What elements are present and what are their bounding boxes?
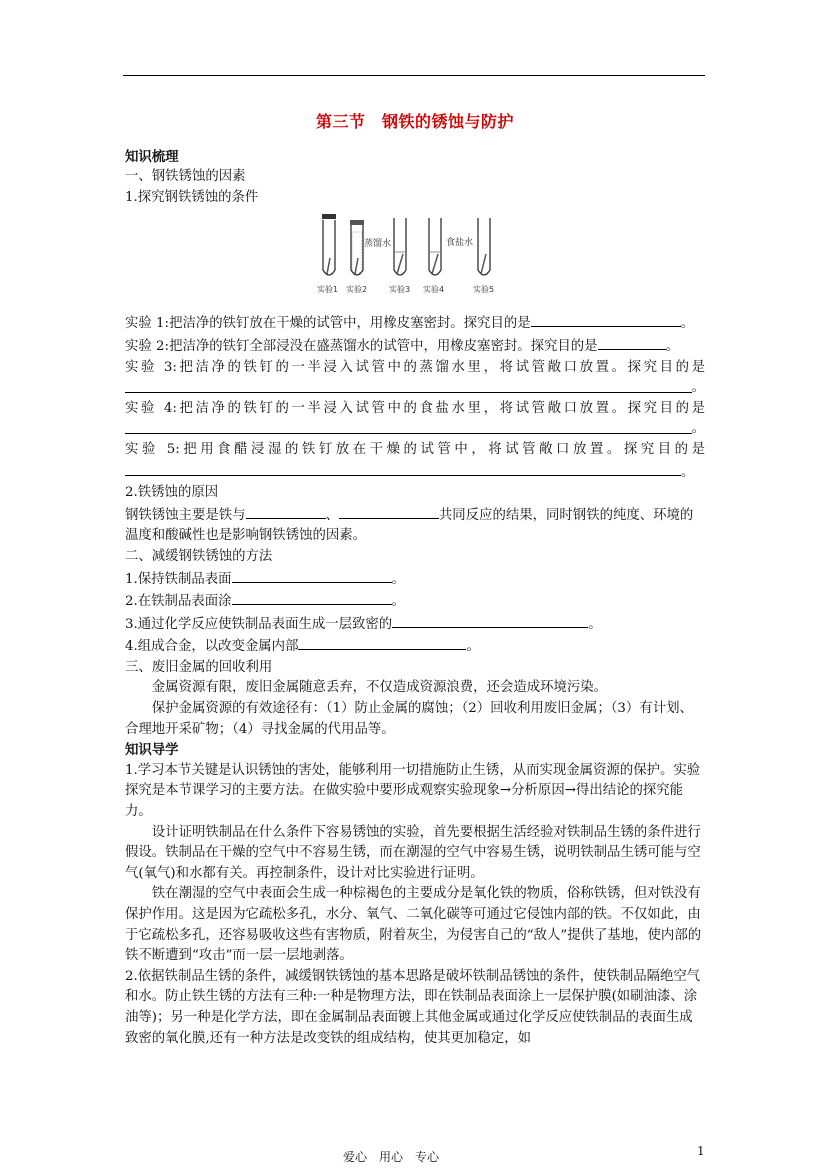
- label-exp2: 实验2: [346, 285, 368, 295]
- cause-text-a: 钢铁锈蚀主要是铁与: [125, 507, 246, 523]
- answer-blank[interactable]: [246, 504, 326, 519]
- part-heading-1: 一、钢铁锈蚀的因素: [125, 169, 246, 185]
- experiment-2: [125, 335, 705, 358]
- tube-4: [429, 218, 441, 275]
- answer-blank[interactable]: [298, 635, 466, 650]
- label-exp1: 实验1: [317, 285, 339, 295]
- label-salt-water: 食盐水: [446, 238, 474, 249]
- cause-text-c: 共同反应的结果，同时钢铁的纯度、环境的温度和酸碱性也是影响钢铁锈蚀的因素。: [125, 507, 694, 544]
- answer-blank[interactable]: [531, 312, 681, 327]
- answer-blank[interactable]: [232, 590, 392, 605]
- label-exp5: 实验5: [473, 285, 495, 295]
- method-4-text: 4.组成合金，以改变金属内部: [125, 639, 299, 655]
- experiment-figure: [125, 210, 705, 312]
- method-4-end: 。: [466, 639, 480, 655]
- experiment-3: 实验 3:把洁净的铁钉的一半浸入试管中的蒸馏水里，将试管敞口放置。探究目的是: [125, 359, 705, 375]
- answer-blank[interactable]: [392, 613, 588, 628]
- page-number: 1: [697, 1144, 705, 1158]
- header-rule: [123, 75, 705, 76]
- answer-blank[interactable]: [339, 504, 439, 519]
- sub-heading-1: 1.探究钢铁锈蚀的条件: [125, 189, 259, 205]
- page-title: 第三节 钢铁的锈蚀与防护: [315, 112, 514, 131]
- method-1: [125, 568, 705, 591]
- part-heading-2: 二、减缓钢铁锈蚀的方法: [125, 548, 273, 564]
- method-4: [125, 635, 705, 658]
- guide-para-4: 2.依据铁制品生锈的条件，减缓钢铁锈蚀的基本思路是破坏铁制品锈蚀的条件，使铁制品隔绝空气和水。防止铁生锈的方法有三种:一种是物理方法，即在铁制品表面涂上一层保护膜(如刷油漆、涂油等)；另一种是化学方法，即在金属制品表面镀上其他金属或通过化学反应使铁制品的表面生成致密的氧化膜,还有一种方法是改变铁的组成结构，使其更加稳定，如: [125, 968, 701, 1046]
- exp1-text: 实验 1:把洁净的铁钉放在干燥的试管中，用橡皮塞密封。探究目的是: [125, 316, 531, 332]
- cause-text-b: 、: [325, 507, 339, 523]
- label-exp4: 实验4: [423, 285, 445, 295]
- method-2-text: 2.在铁制品表面涂: [125, 594, 232, 610]
- answer-blank[interactable]: [125, 378, 692, 393]
- exp1-end: 。: [680, 316, 695, 332]
- guide-para-1: 1.学习本节关键是认识锈蚀的害处，能够利用一切措施防止生锈，从而实现金属资源的保护。实验探究是本节课学习的主要方法。在做实验中要形成观察实验现象→分析原因→得出结论的探究能力。: [125, 762, 701, 820]
- answer-blank[interactable]: [125, 419, 692, 434]
- experiment-4: 实验 4:把洁净的铁钉的一半浸入试管中的食盐水里，将试管敞口放置。探究目的是: [125, 400, 705, 416]
- section-heading-knowledge: 知识梳理: [125, 148, 179, 165]
- exp4-end: 。: [691, 421, 705, 437]
- tube-3: [394, 218, 406, 275]
- answer-blank[interactable]: [598, 335, 666, 350]
- answer-blank[interactable]: [125, 461, 681, 476]
- guide-para-3: 铁在潮湿的空气中表面会生成一种棕褐色的主要成分是氧化铁的物质，俗称铁锈，但对铁没有保护作用。这是因为它疏松多孔，水分、氧气、二氧化碳等可通过它侵蚀内部的铁。不仅如此，由于它疏松多孔，还容易吸收这些有害物质，附着灰尘，为侵害自己的“敌人”提供了基地，使内部的铁不断遭到“攻击”而一层一层地剥落。: [125, 886, 702, 964]
- experiment-4-line: [125, 419, 705, 440]
- label-distilled-water: 蒸馏水: [364, 239, 392, 250]
- experiment-1: [125, 312, 705, 335]
- method-3-text: 3.通过化学反应使铁制品表面生成一层致密的: [125, 616, 393, 632]
- method-1-end: 。: [391, 571, 405, 587]
- sub-heading-2: 2.铁锈蚀的原因: [125, 485, 219, 501]
- method-2-end: 。: [391, 594, 405, 610]
- footer-motto: 爱心 用心 专心: [343, 1150, 440, 1164]
- exp3-end: 。: [691, 380, 705, 396]
- answer-blank[interactable]: [232, 568, 392, 583]
- experiment-5-line: [125, 461, 705, 484]
- method-1-text: 1.保持铁制品表面: [125, 571, 232, 587]
- method-2: [125, 590, 705, 613]
- recycle-para-2: 保护金属资源的有效途径有：（1）防止金属的腐蚀；（2）回收利用废旧金属；（3）有计划、合理地开采矿物；（4）寻找金属的代用品等。: [125, 701, 693, 737]
- rust-cause: [125, 504, 705, 547]
- method-3: [125, 613, 705, 636]
- exp2-text: 实验 2:把洁净的铁钉全部浸没在盛蒸馏水的试管中，用橡皮塞密封。探究目的是: [125, 338, 598, 354]
- document-body: [125, 110, 705, 1049]
- recycle-para-1: 金属资源有限，废旧金属随意丢弃，不仅造成资源浪费，还会造成环境污染。: [151, 680, 608, 696]
- method-3-end: 。: [588, 616, 602, 632]
- exp2-end: 。: [665, 338, 679, 354]
- experiment-3-line: [125, 378, 705, 399]
- exp5-end: 。: [681, 464, 695, 480]
- part-heading-3: 三、废旧金属的回收利用: [125, 659, 273, 675]
- guide-para-2: 设计证明铁制品在什么条件下容易锈蚀的实验，首先要根据生活经验对铁制品生锈的条件进行假设。铁制品在干燥的空气中不容易生锈，而在潮湿的空气中容易生锈，说明铁制品生锈可能与空气(氧气)和水都有关。再控制条件，设计对比实验进行证明。: [125, 824, 701, 881]
- tube-1: [322, 214, 336, 275]
- test-tubes-diagram: [315, 210, 515, 310]
- experiment-5: 实验 5:把用食醋浸湿的铁钉放在干燥的试管中，将试管敞口放置。探究目的是: [125, 441, 705, 457]
- label-exp3: 实验3: [389, 285, 411, 295]
- tube-5: [478, 218, 490, 275]
- tube-2: [350, 220, 364, 275]
- section-heading-guide: 知识导学: [125, 742, 179, 759]
